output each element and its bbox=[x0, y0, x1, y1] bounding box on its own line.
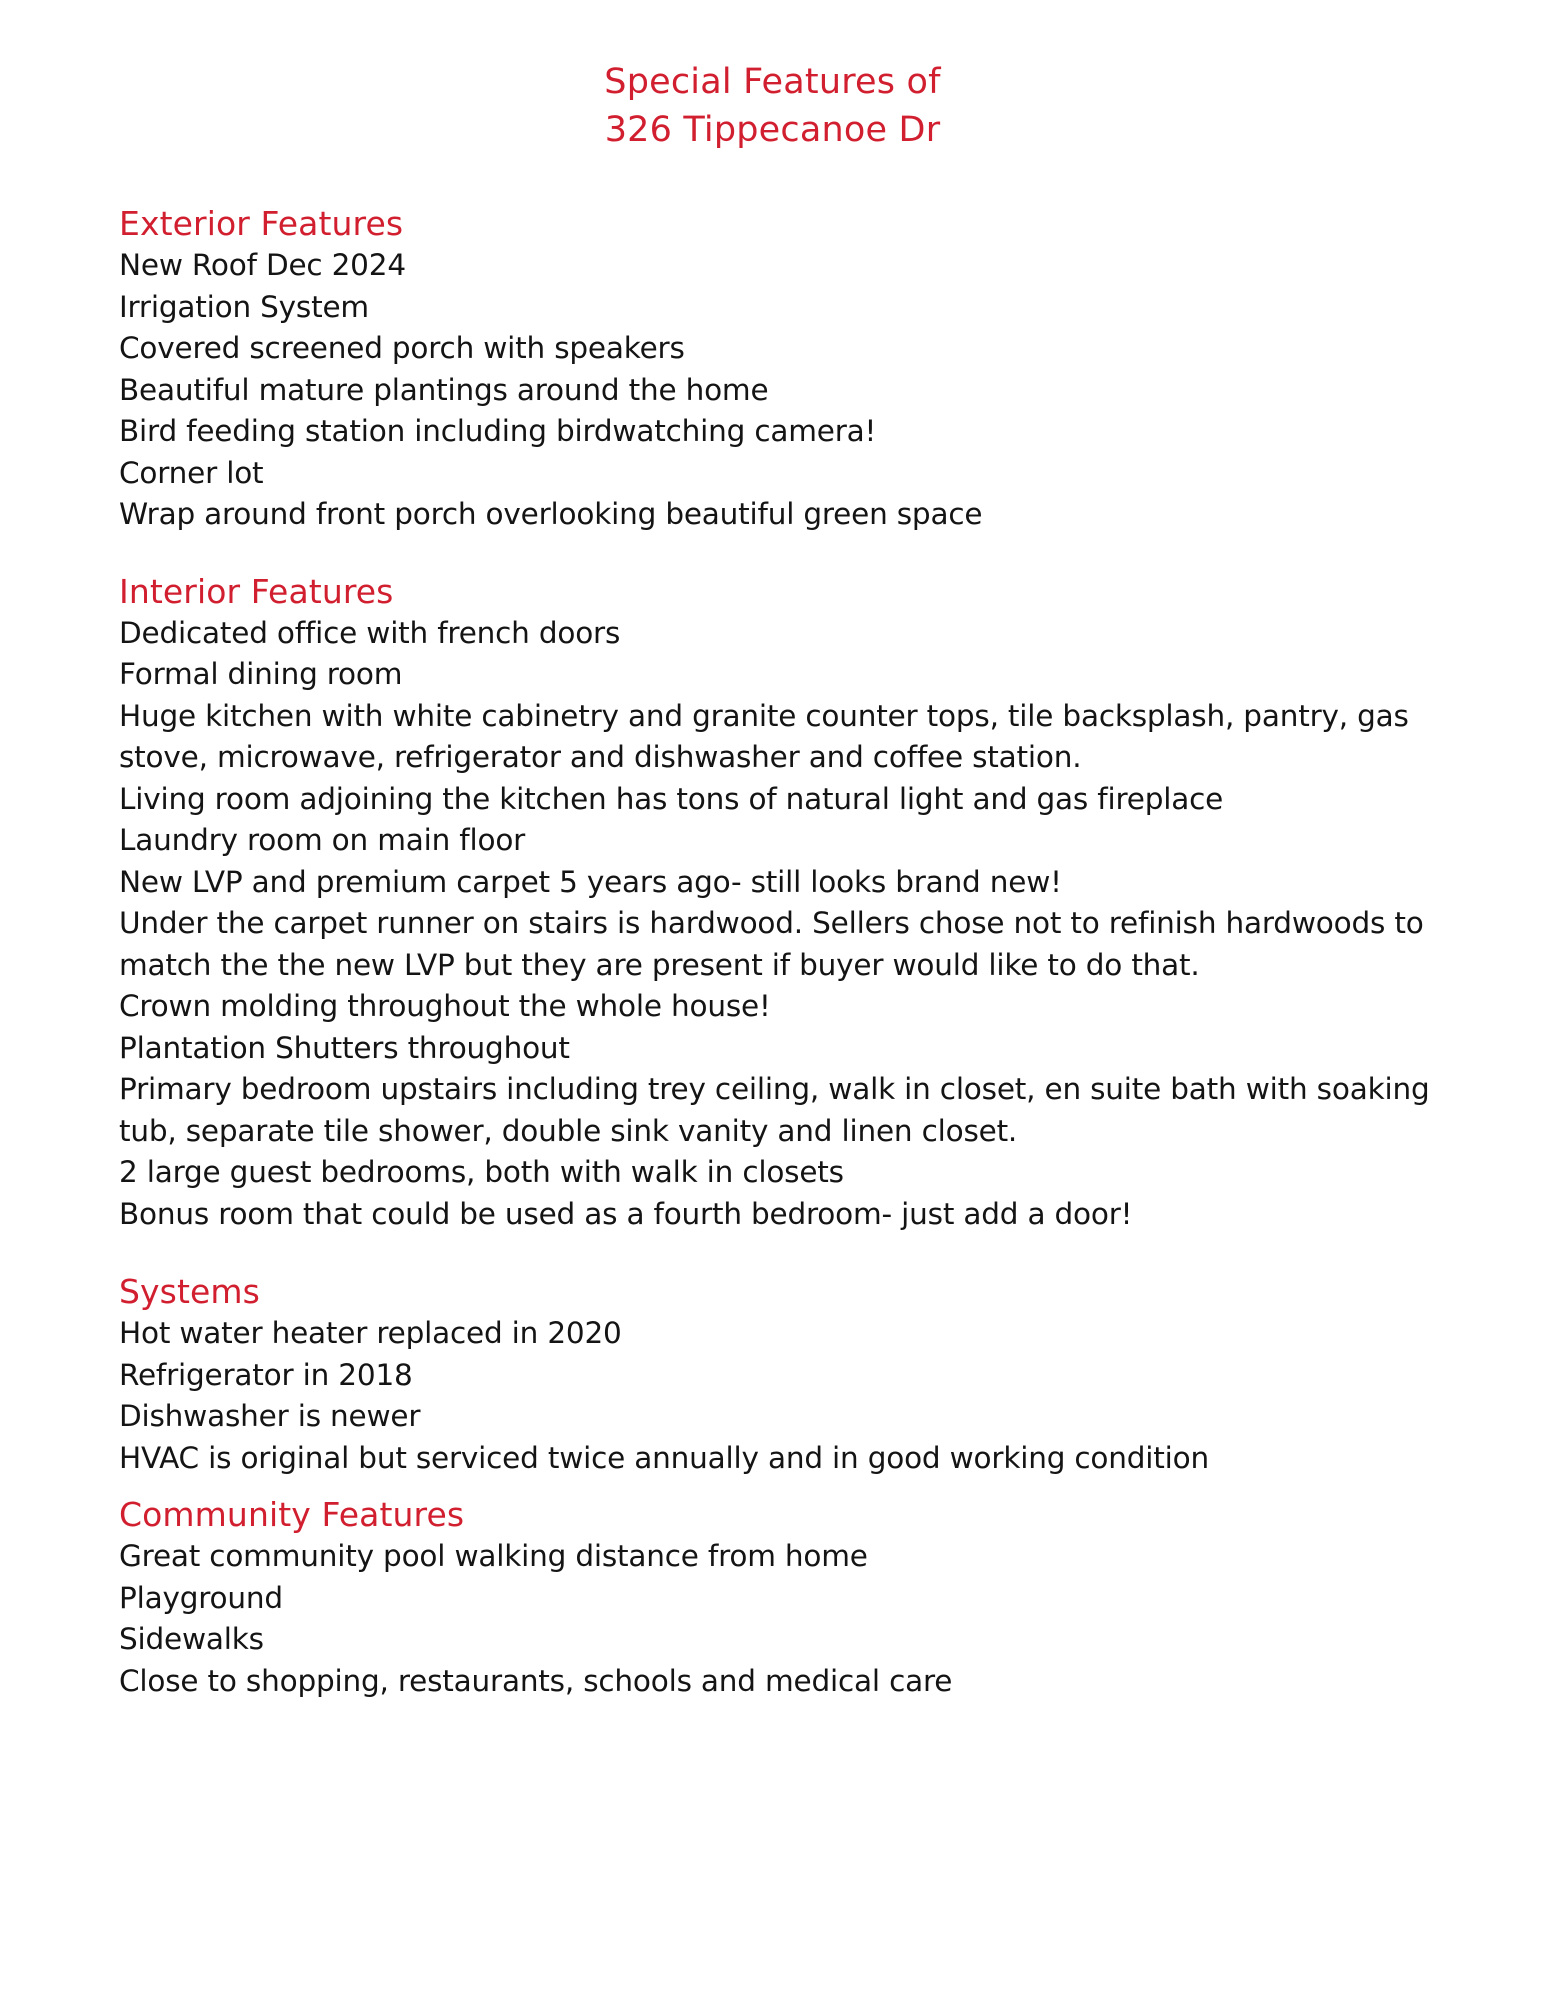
section-interior-features bbox=[119, 570, 1439, 1236]
feature-list bbox=[119, 1536, 1439, 1702]
feature-list bbox=[119, 613, 1439, 1236]
feature-item: Formal dining room bbox=[119, 657, 403, 691]
title-line-2: 326 Tippecanoe Dr bbox=[604, 110, 941, 150]
feature-item: Living room adjoining the kitchen has tons of natural light and gas fireplace bbox=[119, 781, 1224, 816]
feature-item: Dishwasher is newer bbox=[119, 1399, 421, 1433]
feature-item: Refrigerator in 2018 bbox=[119, 1357, 413, 1392]
feature-item: Plantation Shutters throughout bbox=[119, 1030, 570, 1065]
feature-item: Beautiful mature plantings around the home bbox=[119, 372, 769, 407]
section-heading: Interior Features bbox=[119, 571, 394, 611]
feature-item: Irrigation System bbox=[119, 289, 369, 324]
feature-item: 2 large guest bedrooms, both with walk in closets bbox=[119, 1155, 844, 1189]
feature-item: Hot water heater replaced in 2020 bbox=[119, 1316, 622, 1350]
feature-item: Dedicated office with french doors bbox=[119, 615, 621, 650]
document-title bbox=[0, 58, 1545, 154]
feature-item: HVAC is original but serviced twice annually and in good working condition bbox=[119, 1440, 1209, 1475]
feature-item: Corner lot bbox=[119, 455, 264, 490]
feature-item: Sidewalks bbox=[119, 1622, 264, 1656]
section-systems bbox=[119, 1270, 1439, 1479]
title-line-1: Special Features of bbox=[604, 62, 941, 102]
feature-item: Covered screened porch with speakers bbox=[119, 331, 685, 365]
feature-item: Bonus room that could be used as a fourth bedroom- just add a door! bbox=[119, 1196, 1133, 1231]
feature-item: Primary bedroom upstairs including trey ceiling, walk in closet, en suite bath with soaking tub, separate tile shower, double sink vanity and linen closet. bbox=[119, 1072, 1430, 1148]
feature-item: Close to shopping, restaurants, schools and medical care bbox=[119, 1663, 953, 1698]
feature-item: Crown molding throughout the whole house! bbox=[119, 989, 771, 1023]
feature-list bbox=[119, 1313, 1439, 1479]
section-community-features bbox=[119, 1493, 1439, 1702]
section-heading: Systems bbox=[119, 1272, 260, 1311]
feature-item: Huge kitchen with white cabinetry and granite counter tops, tile backsplash, pantry, gas stove, microwave, refrigerator and dishwasher and coffee station. bbox=[119, 698, 1409, 774]
feature-item: Wrap around front porch overlooking beautiful green space bbox=[119, 497, 983, 531]
feature-item: Under the carpet runner on stairs is hardwood. Sellers chose not to refinish hardwoods to match the the new LVP but they are present if buyer would like to do that. bbox=[119, 906, 1424, 982]
feature-item: Playground bbox=[119, 1580, 283, 1615]
feature-item: New LVP and premium carpet 5 years ago- still looks brand new! bbox=[119, 864, 1062, 899]
section-heading: Community Features bbox=[119, 1495, 465, 1534]
feature-item: Bird feeding station including birdwatching camera! bbox=[119, 414, 877, 448]
feature-item: Laundry room on main floor bbox=[119, 823, 526, 857]
feature-list bbox=[119, 245, 1439, 536]
feature-item: Great community pool walking distance from home bbox=[119, 1539, 868, 1573]
features-content bbox=[119, 202, 1439, 1702]
section-exterior-features bbox=[119, 202, 1439, 536]
section-heading: Exterior Features bbox=[119, 204, 404, 243]
feature-item: New Roof Dec 2024 bbox=[119, 248, 406, 282]
